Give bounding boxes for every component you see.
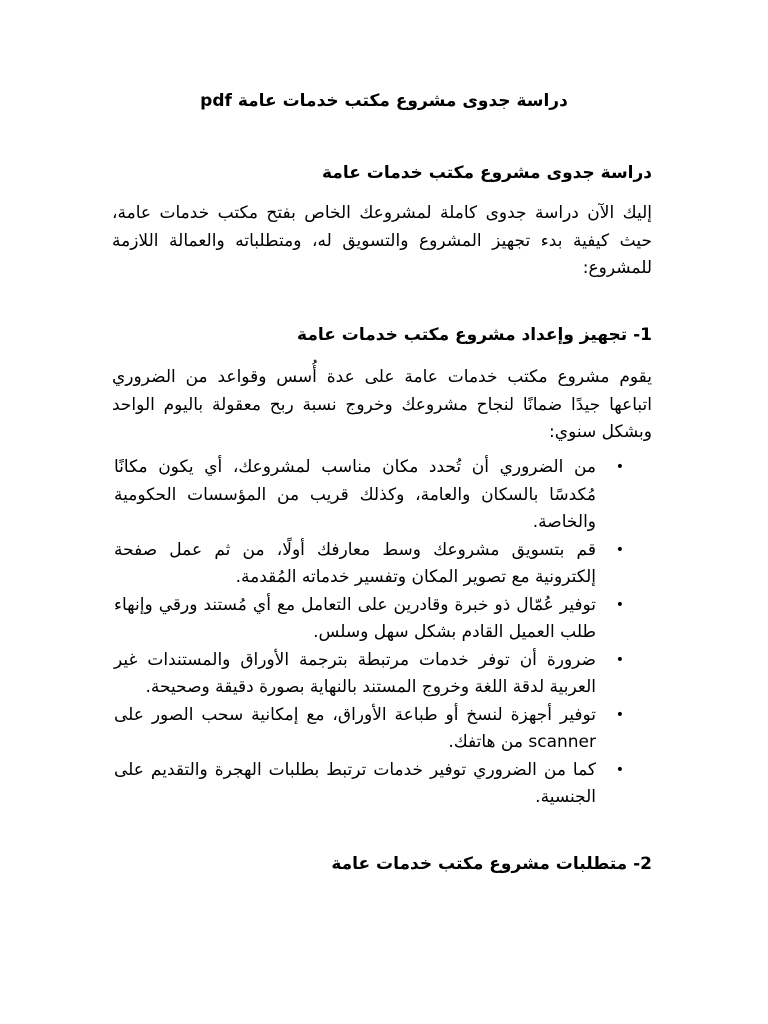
- intro-heading: دراسة جدوى مشروع مكتب خدمات عامة: [322, 163, 652, 183]
- list-item-text: توفير عُمّال ذو خبرة وقادرين على التعامل مع أي مُستند ورقي وإنهاء طلب العميل القادم بشكل سهل وسلس.: [114, 594, 596, 642]
- section1-paragraph: يقوم مشروع مكتب خدمات عامة على عدة أُسس وقواعد من الضروري اتباعها جيدًا ضمانًا لنجاح مشروعك وخروج نسبة ربح معقولة باليوم الواحد وبشكل سنوي:: [112, 367, 652, 442]
- list-item: [114, 592, 624, 647]
- document-title: دراسة جدوى مشروع مكتب خدمات عامة pdf: [200, 91, 568, 111]
- list-item: [114, 647, 624, 702]
- list-item: [114, 702, 624, 757]
- bullet-icon: •: [615, 541, 624, 558]
- section1-bullet-list: [114, 454, 624, 812]
- bullet-icon: •: [615, 596, 624, 613]
- list-item-text: ضرورة أن توفر خدمات مرتبطة بترجمة الأوراق والمستندات غير العربية لدقة اللغة وخروج المستند بالنهاية بصورة دقيقة وصحيحة.: [114, 649, 596, 697]
- list-item: [114, 454, 624, 537]
- section1-heading: 1- تجهيز وإعداد مشروع مكتب خدمات عامة: [297, 325, 652, 345]
- bullet-icon: •: [615, 651, 624, 668]
- list-item-text: كما من الضروري توفير خدمات ترتبط بطلبات الهجرة والتقديم على الجنسية.: [114, 759, 596, 807]
- list-item-text: من الضروري أن تُحدد مكان مناسب لمشروعك، أي يكون مكانًا مُكدسًا بالسكان والعامة، وكذلك قريب من المؤسسات الحكومية والخاصة.: [114, 457, 596, 532]
- bullet-icon: •: [615, 761, 624, 778]
- list-item-text: قم بتسويق مشروعك وسط معارفك أولًا، من ثم عمل صفحة إلكترونية مع تصوير المكان وتفسير خدماته المُقدمة.: [114, 539, 596, 587]
- intro-paragraph: إليك الآن دراسة جدوى كاملة لمشروعك الخاص بفتح مكتب خدمات عامة، حيث كيفية بدء تجهيز المشروع والتسويق له، ومتطلباته والعمالة اللازمة للمشروع:: [112, 203, 652, 278]
- section2-heading: 2- متطلبات مشروع مكتب خدمات عامة: [331, 854, 652, 874]
- bullet-icon: •: [615, 706, 624, 723]
- list-item: [114, 757, 624, 812]
- list-item-text: توفير أجهزة لنسخ أو طباعة الأوراق، مع إمكانية سحب الصور على scanner من هاتفك.: [114, 704, 596, 752]
- bullet-icon: •: [615, 459, 624, 475]
- list-item: [114, 537, 624, 592]
